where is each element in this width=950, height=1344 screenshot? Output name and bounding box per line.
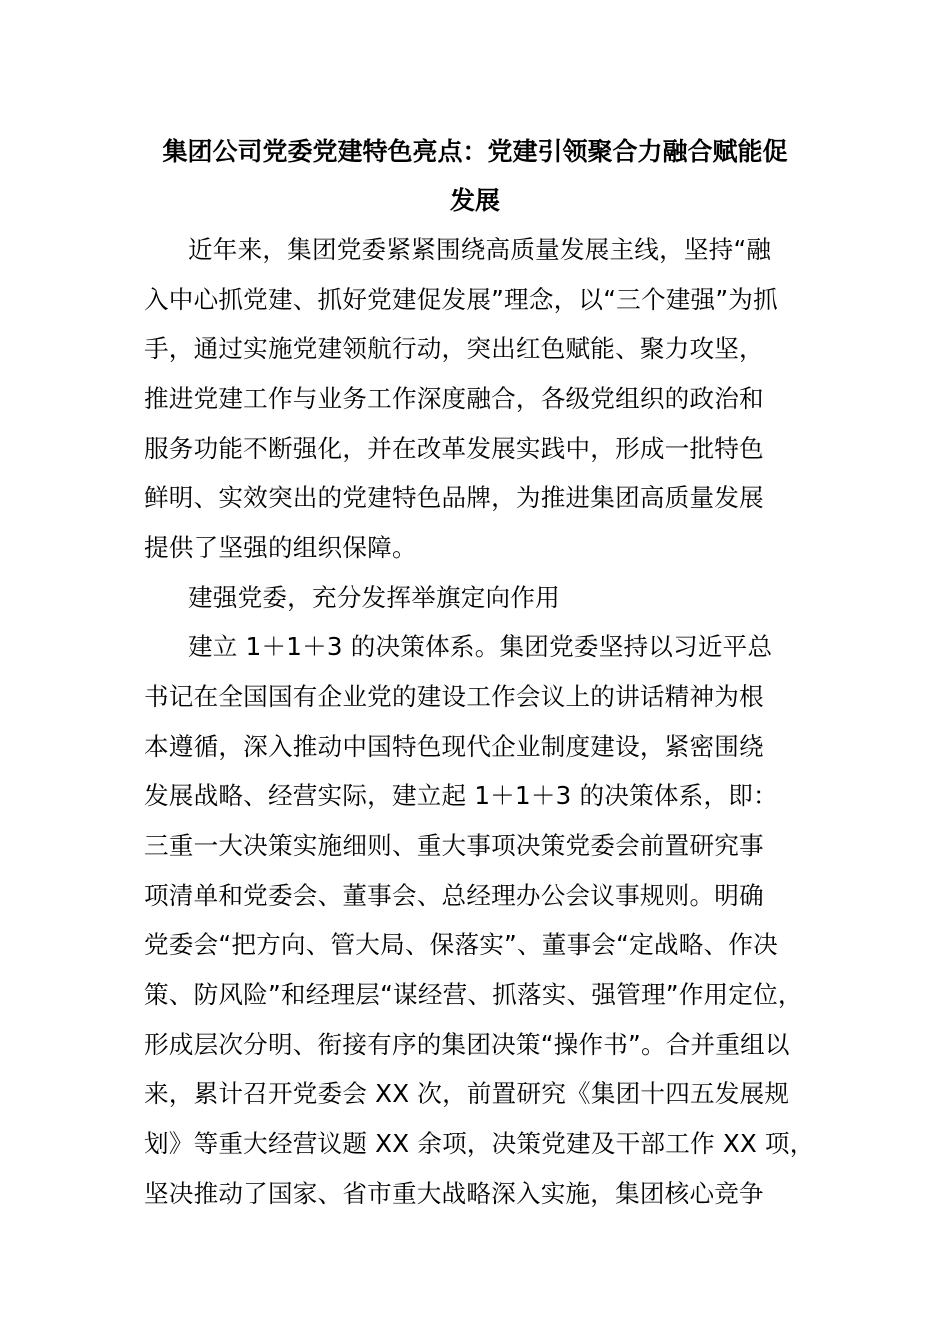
document-title-line-2: 发展	[449, 186, 500, 215]
body-line: 形成层次分明、衔接有序的集团决策“操作书”。合并重组以	[144, 1030, 790, 1059]
body-line: 项清单和党委会、董事会、总经理办公会议事规则。明确	[144, 881, 764, 910]
section-heading: 建强党委，充分发挥举旗定向作用	[188, 583, 560, 612]
body-line: 提供了坚强的组织保障。	[144, 533, 417, 562]
body-line: 手，通过实施党建领航行动，突出红色赋能、聚力攻坚，	[144, 334, 764, 363]
body-line: 策、防风险”和经理层“谋经营、抓落实、强管理”作用定位，	[144, 980, 803, 1009]
body-line: 建立 1＋1＋3 的决策体系。集团党委坚持以习近平总	[188, 632, 773, 661]
body-line: 党委会“把方向、管大局、保落实”、董事会“定战略、作决	[144, 930, 778, 959]
body-line: 划》等重大经营议题 XX 余项，决策党建及干部工作 XX 项，	[144, 1129, 815, 1158]
body-line: 服务功能不断强化，并在改革发展实践中，形成一批特色	[144, 434, 764, 463]
body-line: 入中心抓党建、抓好党建促发展”理念，以“三个建强”为抓	[144, 285, 778, 314]
body-line: 本遵循，深入推动中国特色现代企业制度建设，紧密围绕	[144, 732, 764, 761]
body-line: 书记在全国国有企业党的建设工作会议上的讲话精神为根	[144, 682, 764, 711]
body-line: 发展战略、经营实际，建立起 1＋1＋3 的决策体系，即：	[144, 781, 778, 810]
body-line: 三重一大决策实施细则、重大事项决策党委会前置研究事	[144, 831, 764, 860]
body-line: 推进党建工作与业务工作深度融合，各级党组织的政治和	[144, 384, 764, 413]
document-title-line-1: 集团公司党委党建特色亮点：党建引领聚合力融合赋能促	[162, 137, 788, 166]
body-line: 近年来，集团党委紧紧围绕高质量发展主线，坚持“融	[188, 235, 772, 264]
body-line: 鲜明、实效突出的党建特色品牌，为推进集团高质量发展	[144, 483, 764, 512]
body-line: 来，累计召开党委会 XX 次，前置研究《集团十四五发展规	[144, 1079, 790, 1108]
body-line: 坚决推动了国家、省市重大战略深入实施，集团核心竞争	[144, 1179, 764, 1208]
